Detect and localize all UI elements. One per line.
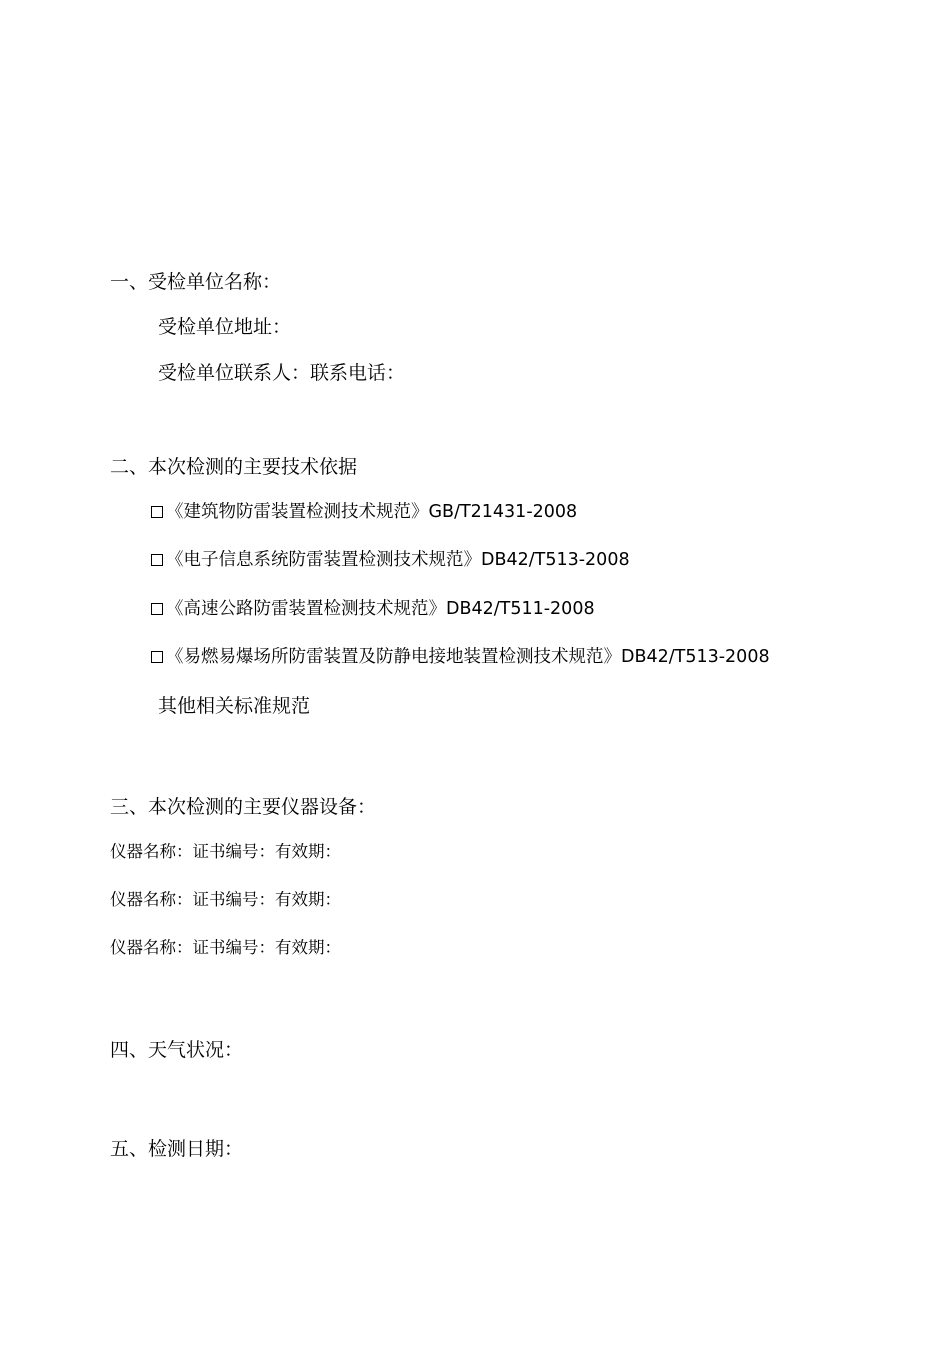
standard-label: 《高速公路防雷装置检测技术规范》DB42/T511-2008: [166, 599, 595, 619]
standard-item: [151, 504, 577, 522]
section-5-heading: 五、检测日期：: [110, 1138, 244, 1160]
standard-item: [151, 649, 770, 667]
instrument-row: 仪器名称：证书编号：有效期：: [110, 890, 341, 909]
standard-label: 《易燃易爆场所防雷装置及防静电接地装置检测技术规范》DB42/T513-2008: [166, 647, 770, 667]
unit-contact-label: 受检单位联系人：联系电话：: [158, 362, 406, 384]
standard-item: [151, 601, 595, 619]
checkbox[interactable]: [151, 506, 163, 518]
instrument-row: 仪器名称：证书编号：有效期：: [110, 842, 341, 861]
standard-item: [151, 552, 630, 570]
other-standards-label: 其他相关标准规范: [158, 695, 311, 717]
checkbox[interactable]: [151, 651, 163, 663]
checkbox[interactable]: [151, 603, 163, 615]
standard-label: 《电子信息系统防雷装置检测技术规范》DB42/T513-2008: [166, 550, 630, 570]
instrument-row: 仪器名称：证书编号：有效期：: [110, 938, 341, 957]
standard-label: 《建筑物防雷装置检测技术规范》GB/T21431-2008: [166, 502, 578, 522]
checkbox[interactable]: [151, 554, 163, 566]
section-1-heading: 一、受检单位名称：: [110, 271, 282, 293]
section-3-heading: 三、本次检测的主要仪器设备：: [110, 796, 377, 818]
section-2-heading: 二、本次检测的主要技术依据: [110, 456, 358, 478]
unit-address-label: 受检单位地址：: [158, 316, 292, 338]
section-4-heading: 四、天气状况：: [110, 1039, 244, 1061]
